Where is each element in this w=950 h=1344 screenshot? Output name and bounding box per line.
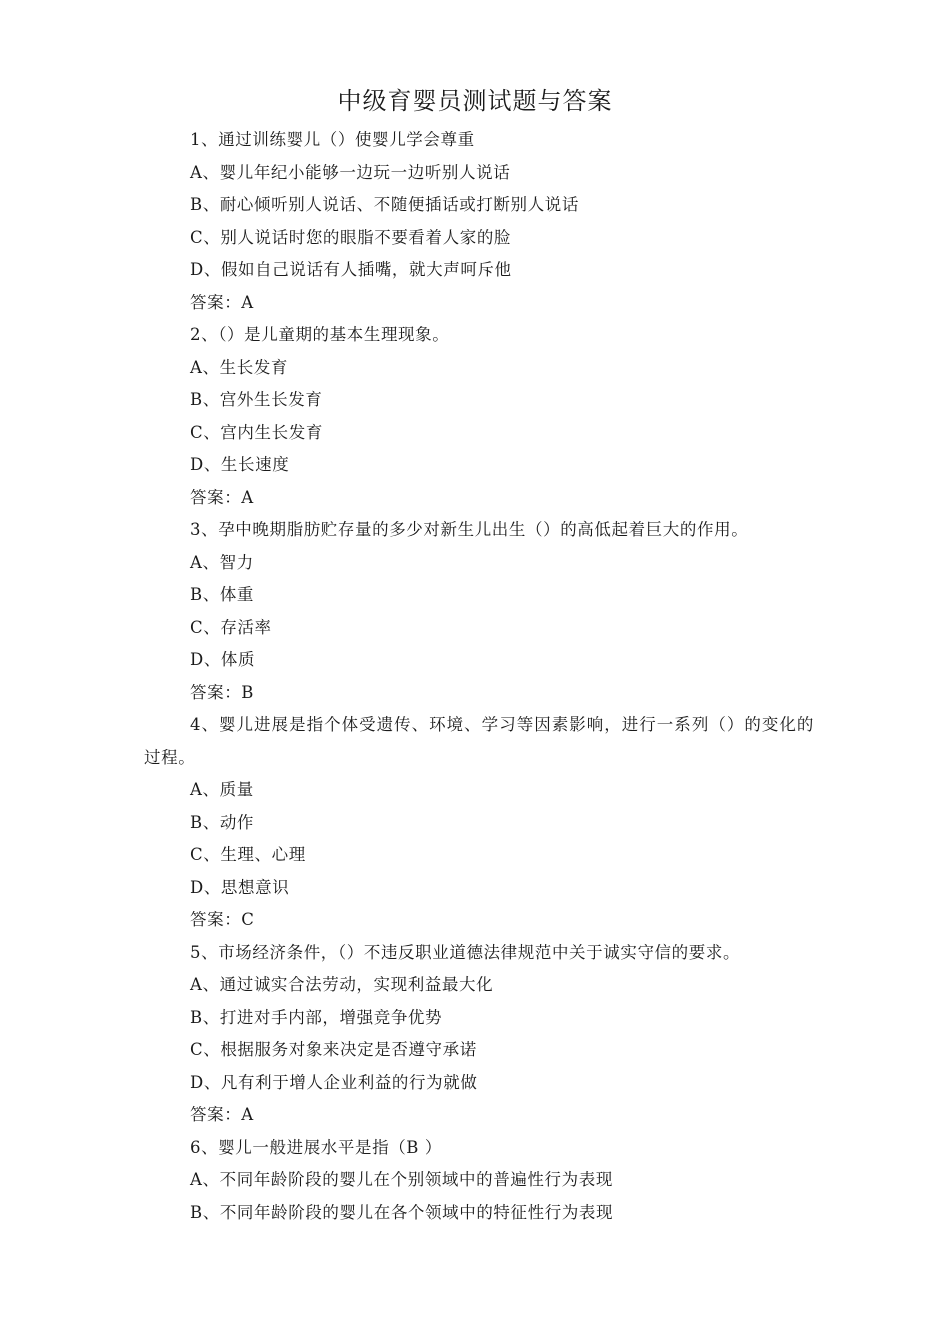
q3-option-a: A、智力 [190, 552, 254, 572]
document-title: 中级育婴员测试题与答案 [337, 87, 613, 115]
q6-stem: 6、婴儿一般进展水平是指（B ） [190, 1137, 442, 1157]
q3-stem: 3、孕中晚期脂肪贮存量的多少对新生儿出生（）的高低起着巨大的作用。 [190, 520, 749, 539]
q2-option-d: D、生长速度 [190, 455, 290, 474]
q2-stem: 2、（）是儿童期的基本生理现象。 [190, 325, 450, 344]
q3-option-b: B、体重 [190, 585, 255, 604]
q1-option-a: A、婴儿年纪小能够一边玩一边听别人说话 [190, 162, 511, 182]
q3-answer: 答案：B [190, 682, 255, 702]
q2-option-c: C、宫内生长发育 [190, 422, 323, 442]
q6-option-b: B、不同年龄阶段的婴儿在各个领域中的特征性行为表现 [190, 1202, 614, 1222]
q1-answer: 答案：A [190, 292, 254, 312]
q3-option-c: C、存活率 [190, 617, 272, 637]
q1-stem: 1、通过训练婴儿（）使婴儿学会尊重 [190, 130, 475, 149]
q2-answer: 答案：A [190, 487, 254, 507]
q1-option-d: D、假如自己说话有人插嘴，就大声呵斥他 [190, 260, 512, 279]
q4-option-a: A、质量 [190, 780, 254, 799]
q1-option-c: C、别人说话时您的眼脂不要看着人家的脸 [190, 227, 512, 247]
q3-option-d: D、体质 [190, 650, 256, 669]
q5-answer: 答案：A [190, 1105, 254, 1124]
q2-option-a: A、生长发育 [190, 357, 289, 377]
q4-option-d: D、思想意识 [190, 877, 290, 897]
q4-option-c: C、生理、心理 [190, 845, 306, 864]
q1-option-b: B、耐心倾听别人说话、不随便插话或打断别人说话 [190, 195, 579, 214]
q4-option-b: B、动作 [190, 812, 255, 832]
document-body [144, 124, 814, 1229]
q4-stem: 4、婴儿进展是指个体受遗传、环境、学习等因素影响，进行一系列（）的变化的过程。 [144, 715, 814, 767]
q5-stem: 5、市场经济条件，（）不违反职业道德法律规范中关于诚实守信的要求。 [190, 942, 741, 962]
q4-answer: 答案：C [190, 910, 255, 929]
q2-option-b: B、宫外生长发育 [190, 390, 323, 409]
q5-option-a: A、通过诚实合法劳动，实现利益最大化 [190, 975, 494, 994]
q5-option-d: D、凡有利于增人企业利益的行为就做 [190, 1072, 478, 1092]
q5-option-c: C、根据服务对象来决定是否遵守承诺 [190, 1040, 477, 1059]
q5-option-b: B、打进对手内部，增强竞争优势 [190, 1007, 443, 1027]
q6-option-a: A、不同年龄阶段的婴儿在个别领域中的普遍性行为表现 [190, 1170, 613, 1189]
